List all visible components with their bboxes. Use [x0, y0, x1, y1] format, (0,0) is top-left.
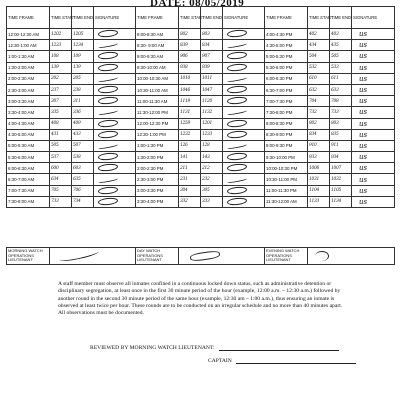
time-start-cell[interactable]: 1010: [179, 73, 201, 84]
time-start-cell[interactable]: 211: [179, 163, 201, 174]
time-frame-cell: 5:30-6:00 AM: [7, 152, 50, 163]
handwritten-signature: us: [359, 74, 368, 83]
time-end-cell[interactable]: 1007: [330, 163, 352, 174]
lieutenant-signoff-table: [6, 247, 395, 265]
col-time-start: TIME START: [308, 7, 330, 29]
col-signature: SIGNATURE: [94, 7, 136, 29]
col-time-frame: TIME FRAME: [265, 7, 308, 29]
time-end-cell[interactable]: 305: [201, 185, 223, 196]
time-end-cell[interactable]: 907: [201, 51, 223, 62]
signature-cell[interactable]: [94, 140, 136, 151]
signature-cell[interactable]: [352, 29, 395, 40]
handwritten-signature: us: [359, 41, 368, 50]
col-time-start: TIME START: [50, 7, 72, 29]
time-end-cell[interactable]: 1132: [201, 107, 223, 118]
time-start-cell[interactable]: 632: [308, 84, 330, 95]
signature-cell[interactable]: [223, 185, 265, 196]
time-end-cell[interactable]: 1233: [201, 129, 223, 140]
time-start-cell[interactable]: 802: [179, 29, 201, 40]
time-end-cell[interactable]: 1011: [201, 73, 223, 84]
col-time-end: TIME END: [72, 7, 94, 29]
time-end-cell[interactable]: 911: [330, 140, 352, 151]
time-start-cell[interactable]: 705: [50, 185, 72, 196]
time-end-cell[interactable]: 433: [72, 129, 94, 140]
handwritten-signature: us: [359, 175, 368, 184]
evening-watch-signature[interactable]: [308, 248, 395, 265]
signature-cell[interactable]: [223, 163, 265, 174]
handwritten-signature: us: [359, 186, 368, 195]
signature-cell[interactable]: [223, 29, 265, 40]
time-start-cell[interactable]: 1006: [308, 163, 330, 174]
time-end-cell[interactable]: 734: [72, 196, 94, 207]
time-frame-cell: 3:00-3:30 PM: [136, 185, 179, 196]
handwritten-signature: [227, 96, 248, 105]
date-label: DATE:: [150, 0, 186, 9]
table-row: [7, 129, 395, 140]
time-start-cell[interactable]: 1119: [179, 96, 201, 107]
signature-cell[interactable]: [223, 196, 265, 207]
time-start-cell[interactable]: 802: [308, 118, 330, 129]
time-frame-cell: 8:30- 9:00 AM: [136, 40, 179, 51]
time-start-cell[interactable]: 141: [179, 152, 201, 163]
signature-cell[interactable]: [94, 196, 136, 207]
time-frame-cell: 1:00-1:30 AM: [7, 51, 50, 62]
time-frame-cell: 3:00-3:30 AM: [7, 96, 50, 107]
time-frame-cell: 12:00-12:30 AM: [7, 29, 50, 40]
time-frame-cell: 1:30-2:00 AM: [7, 62, 50, 73]
time-end-cell[interactable]: 939: [201, 62, 223, 73]
signature-cell[interactable]: [94, 107, 136, 118]
date-value: 08/05/2019: [189, 0, 245, 9]
time-frame-cell: 1:00-1:30 PM: [136, 140, 179, 151]
handwritten-signature: [98, 96, 119, 105]
time-start-cell[interactable]: 1259: [179, 118, 201, 129]
handwritten-signature: us: [359, 97, 368, 106]
signature-cell[interactable]: [94, 62, 136, 73]
signature-cell[interactable]: [352, 152, 395, 163]
signature-cell[interactable]: [352, 40, 395, 51]
handwritten-signature: us: [359, 197, 368, 206]
table-row: [7, 51, 395, 62]
time-frame-cell: 5:30-6:00 PM: [265, 62, 308, 73]
time-end-cell[interactable]: 336: [72, 107, 94, 118]
handwritten-signature: us: [359, 119, 368, 128]
signature-cell[interactable]: [223, 107, 265, 118]
signature-cell[interactable]: [223, 174, 265, 185]
time-start-cell[interactable]: 431: [50, 129, 72, 140]
handwritten-signature: [98, 108, 119, 116]
time-start-cell[interactable]: 126: [179, 140, 201, 151]
day-watch-signature[interactable]: [179, 248, 265, 265]
time-frame-cell: 5:00-5:30 PM: [265, 51, 308, 62]
handwritten-signature: [227, 130, 248, 139]
time-frame-cell: 12:00-12:30 PM: [136, 118, 179, 129]
time-start-cell[interactable]: 933: [308, 152, 330, 163]
signature-cell[interactable]: [94, 96, 136, 107]
signature-cell[interactable]: [94, 84, 136, 95]
signature-cell[interactable]: [94, 174, 136, 185]
handwritten-signature: [98, 51, 119, 60]
signature-cell[interactable]: [223, 140, 265, 151]
time-end-cell[interactable]: 109: [72, 51, 94, 62]
handwritten-signature: us: [359, 108, 368, 117]
time-frame-cell: 10:00-10:30 AM: [136, 73, 179, 84]
handwritten-signature: us: [359, 86, 368, 95]
signature-cell[interactable]: [352, 185, 395, 196]
time-frame-cell: 9:30-10:00 PM: [265, 152, 308, 163]
time-start-cell[interactable]: 1133: [308, 196, 330, 207]
time-end-cell[interactable]: 435: [330, 40, 352, 51]
time-end-cell[interactable]: 803: [201, 29, 223, 40]
time-frame-cell: 8:00-8:30 PM: [265, 118, 308, 129]
table-row: [7, 118, 395, 129]
time-start-cell[interactable]: 1131: [179, 107, 201, 118]
time-frame-cell: 6:00-6:30 PM: [265, 73, 308, 84]
table-row: [7, 96, 395, 107]
time-start-cell[interactable]: 434: [308, 40, 330, 51]
signature-cell[interactable]: [352, 73, 395, 84]
time-end-cell[interactable]: 834: [201, 40, 223, 51]
signature-cell[interactable]: [352, 129, 395, 140]
signature-cell[interactable]: [94, 129, 136, 140]
handwritten-signature: [227, 152, 248, 161]
signature-cell[interactable]: [352, 84, 395, 95]
time-end-cell[interactable]: 212: [201, 163, 223, 174]
table-row: [7, 174, 395, 185]
time-end-cell[interactable]: 635: [72, 174, 94, 185]
handwritten-signature: [98, 29, 119, 38]
time-frame-cell: 9:30-10:00 AM: [136, 62, 179, 73]
time-frame-cell: 3:30-4:00 AM: [7, 107, 50, 118]
time-start-cell[interactable]: 834: [308, 129, 330, 140]
time-start-cell[interactable]: 600: [50, 163, 72, 174]
signature-cell[interactable]: [223, 96, 265, 107]
time-end-cell[interactable]: 633: [330, 84, 352, 95]
time-start-cell[interactable]: 634: [50, 174, 72, 185]
signature-cell[interactable]: [352, 174, 395, 185]
time-frame-cell: 6:00-6:30 AM: [7, 163, 50, 174]
signature-cell[interactable]: [223, 62, 265, 73]
table-row: [7, 29, 395, 40]
time-frame-cell: 10:30-11:00 PM: [265, 174, 308, 185]
time-end-cell[interactable]: 143: [201, 152, 223, 163]
captain-signature-field[interactable]: [236, 363, 356, 364]
time-frame-cell: 9:00-9:30 PM: [265, 140, 308, 151]
handwritten-signature: [98, 130, 119, 139]
signature-cell[interactable]: [94, 163, 136, 174]
time-start-cell[interactable]: 304: [179, 185, 201, 196]
time-end-cell[interactable]: 1047: [201, 84, 223, 95]
signature-cell[interactable]: [352, 51, 395, 62]
time-start-cell[interactable]: 938: [179, 62, 201, 73]
morning-watch-signature[interactable]: [50, 248, 136, 265]
time-frame-cell: 10:00-10:30 PM: [265, 163, 308, 174]
time-start-cell[interactable]: 906: [179, 51, 201, 62]
time-end-cell[interactable]: 1205: [72, 29, 94, 40]
time-start-cell[interactable]: 408: [50, 118, 72, 129]
time-start-cell[interactable]: 504: [308, 51, 330, 62]
time-start-cell[interactable]: 1031: [308, 174, 330, 185]
signature-cell[interactable]: [352, 96, 395, 107]
time-end-cell[interactable]: 538: [72, 152, 94, 163]
day-watch-label: DAY WATCH OPERATIONS LIEUTENANT: [136, 248, 179, 265]
time-start-cell[interactable]: 108: [50, 51, 72, 62]
signature-cell[interactable]: [94, 73, 136, 84]
time-start-cell[interactable]: 202: [50, 73, 72, 84]
rounds-log-table: [6, 6, 395, 208]
time-frame-cell: 8:30-9:00 PM: [265, 129, 308, 140]
time-frame-cell: 10:30-11:00 AM: [136, 84, 179, 95]
time-start-cell[interactable]: 402: [308, 29, 330, 40]
table-row: [7, 107, 395, 118]
handwritten-signature: [98, 85, 119, 94]
table-row: [7, 196, 395, 207]
time-end-cell[interactable]: 1105: [330, 185, 352, 196]
time-end-cell[interactable]: 505: [330, 51, 352, 62]
handwritten-signature: [227, 63, 248, 72]
time-end-cell[interactable]: 1134: [330, 196, 352, 207]
time-frame-cell: 6:30-7:00 AM: [7, 174, 50, 185]
time-end-cell[interactable]: 1234: [72, 40, 94, 51]
signature-cell[interactable]: [94, 40, 136, 51]
time-end-cell[interactable]: 708: [330, 96, 352, 107]
time-end-cell[interactable]: 232: [201, 174, 223, 185]
table-row: [7, 84, 395, 95]
time-frame-cell: 4:30-5:00 AM: [7, 129, 50, 140]
time-frame-cell: 12:30-1:00 AM: [7, 40, 50, 51]
signature-cell[interactable]: [223, 40, 265, 51]
time-frame-cell: 4:00-4:30 AM: [7, 118, 50, 129]
table-row: [7, 152, 395, 163]
table-row: [7, 140, 395, 151]
captain-label: CAPTAIN: [208, 358, 232, 364]
handwritten-signature: [98, 141, 119, 149]
handwritten-signature: [98, 175, 119, 183]
signature-cell[interactable]: [94, 51, 136, 62]
time-end-cell[interactable]: 139: [72, 62, 94, 73]
reviewed-by-label: REVIEWED BY MORNING WATCH LIEUTENANT:: [90, 345, 215, 351]
time-start-cell[interactable]: 733: [50, 196, 72, 207]
time-start-cell[interactable]: 335: [50, 107, 72, 118]
handwritten-signature: [227, 141, 248, 149]
time-start-cell[interactable]: 307: [50, 96, 72, 107]
handwritten-signature: [315, 251, 329, 261]
handwritten-signature: [227, 41, 248, 49]
time-end-cell[interactable]: 533: [330, 62, 352, 73]
time-start-cell[interactable]: 332: [179, 196, 201, 207]
time-frame-cell: 2:00-2:30 AM: [7, 73, 50, 84]
table-row: [7, 40, 395, 51]
time-frame-cell: 5:00-5:30 AM: [7, 140, 50, 151]
time-frame-cell: 3:30-4:00 PM: [136, 196, 179, 207]
time-end-cell[interactable]: 1120: [201, 96, 223, 107]
time-frame-cell: 4:00-4:30 PM: [265, 29, 308, 40]
table-row: [7, 185, 395, 196]
table-header-row: [7, 7, 395, 29]
handwritten-signature: [98, 74, 119, 82]
time-frame-cell: 8:00-8:30 AM: [136, 29, 179, 40]
time-start-cell[interactable]: 231: [179, 174, 201, 185]
time-frame-cell: 1:30-2:00 PM: [136, 152, 179, 163]
time-start-cell[interactable]: 1046: [179, 84, 201, 95]
signature-cell[interactable]: [352, 140, 395, 151]
time-start-cell[interactable]: 910: [308, 140, 330, 151]
time-frame-cell: 12:30-1:00 PM: [136, 129, 179, 140]
time-end-cell[interactable]: 611: [330, 73, 352, 84]
signature-cell[interactable]: [352, 118, 395, 129]
handwritten-signature: [59, 248, 100, 263]
time-frame-cell: 4:30-5:00 PM: [265, 40, 308, 51]
time-end-cell[interactable]: 733: [330, 107, 352, 118]
time-frame-cell: 11:00-11:30 AM: [136, 96, 179, 107]
observation-policy-notice: A staff member must observe all inmates confined in a continuous locked down status, such as administrative detention or disciplinary segregation, at least once in the first 30 minute period of the hour (example, 12:00 a.m. – 12:30 a.m.) followed by another round in the second 30 minute period of the same hour (example, 12:30 am – 1:00 a.m.), thus ensuring an inmate is observed at least twice per hour. These rounds are to be conducted on an irregular schedule and no more than 40 minutes apart. All observations must be documented.: [58, 281, 343, 317]
signature-cell[interactable]: [352, 163, 395, 174]
col-time-frame: TIME FRAME: [7, 7, 50, 29]
handwritten-signature: us: [359, 164, 368, 173]
time-frame-cell: 2:30-3:00 AM: [7, 84, 50, 95]
time-start-cell[interactable]: 237: [50, 84, 72, 95]
handwritten-signature: [227, 29, 248, 38]
handwritten-signature: [227, 108, 248, 116]
signature-cell[interactable]: [223, 118, 265, 129]
handwritten-signature: [98, 119, 119, 128]
time-frame-cell: 7:00-7:30 AM: [7, 185, 50, 196]
captain-line: [208, 358, 356, 364]
col-signature: SIGNATURE: [223, 7, 265, 29]
handwritten-signature: [98, 186, 119, 195]
time-end-cell[interactable]: 1201: [201, 118, 223, 129]
signature-cell[interactable]: [223, 84, 265, 95]
time-end-cell[interactable]: 934: [330, 152, 352, 163]
handwritten-signature: us: [359, 52, 368, 61]
reviewed-by-signature-field[interactable]: [219, 350, 339, 351]
signature-cell[interactable]: [352, 196, 395, 207]
handwritten-signature: [227, 51, 248, 60]
time-start-cell[interactable]: 1233: [50, 40, 72, 51]
time-end-cell[interactable]: 128: [201, 140, 223, 151]
time-frame-cell: 2:00-2:30 PM: [136, 163, 179, 174]
signature-cell[interactable]: [223, 73, 265, 84]
time-end-cell[interactable]: 311: [72, 96, 94, 107]
time-end-cell[interactable]: 1032: [330, 174, 352, 185]
time-start-cell[interactable]: 732: [308, 107, 330, 118]
signature-cell[interactable]: [223, 129, 265, 140]
handwritten-signature: [227, 119, 248, 128]
table-row: [7, 163, 395, 174]
signature-cell[interactable]: [94, 29, 136, 40]
handwritten-signature: us: [359, 130, 368, 139]
time-start-cell[interactable]: 1202: [50, 29, 72, 40]
time-frame-cell: 7:30-8:00 PM: [265, 107, 308, 118]
time-end-cell[interactable]: 803: [330, 118, 352, 129]
time-end-cell[interactable]: 835: [330, 129, 352, 140]
time-end-cell[interactable]: 706: [72, 185, 94, 196]
time-start-cell[interactable]: 704: [308, 96, 330, 107]
time-end-cell[interactable]: 403: [330, 29, 352, 40]
handwritten-signature: us: [359, 141, 368, 150]
col-time-end: TIME END: [330, 7, 352, 29]
time-frame-cell: 9:00-9:30 AM: [136, 51, 179, 62]
time-end-cell[interactable]: 333: [201, 196, 223, 207]
handwritten-signature: [227, 85, 248, 94]
signature-cell[interactable]: [352, 62, 395, 73]
handwritten-signature: us: [359, 63, 368, 72]
evening-watch-label: EVENING WATCH OPERATIONS LIEUTENANT: [265, 248, 308, 265]
table-row: [7, 73, 395, 84]
signature-cell[interactable]: [94, 152, 136, 163]
handwritten-signature: [98, 152, 119, 161]
reviewed-by-line: [90, 345, 339, 351]
col-time-frame: TIME FRAME: [136, 7, 179, 29]
signature-cell[interactable]: [352, 107, 395, 118]
time-frame-cell: 11:30-12:00 PM: [136, 107, 179, 118]
handwritten-signature: [227, 186, 248, 195]
time-start-cell[interactable]: 839: [179, 40, 201, 51]
col-time-start: TIME START: [179, 7, 201, 29]
handwritten-signature: us: [359, 30, 368, 39]
time-start-cell[interactable]: 1232: [179, 129, 201, 140]
handwritten-signature: us: [359, 153, 368, 162]
handwritten-signature: [227, 197, 248, 206]
morning-watch-label: MORNING WATCH OPERATIONS LIEUTENANT: [7, 248, 50, 265]
time-start-cell[interactable]: 505: [50, 140, 72, 151]
time-start-cell[interactable]: 1104: [308, 185, 330, 196]
col-signature: SIGNATURE: [352, 7, 395, 29]
time-start-cell[interactable]: 532: [308, 62, 330, 73]
time-start-cell[interactable]: 139: [50, 62, 72, 73]
time-frame-cell: 6:30-7:00 PM: [265, 84, 308, 95]
handwritten-signature: [98, 41, 119, 49]
time-end-cell[interactable]: 603: [72, 163, 94, 174]
signature-cell[interactable]: [94, 118, 136, 129]
handwritten-signature: [227, 163, 248, 172]
time-end-cell[interactable]: 507: [72, 140, 94, 151]
handwritten-signature: [98, 163, 119, 172]
time-frame-cell: 7:00-7:30 PM: [265, 96, 308, 107]
time-frame-cell: 7:30-8:00 AM: [7, 196, 50, 207]
time-frame-cell: 2:30-3:00 PM: [136, 174, 179, 185]
signature-cell[interactable]: [94, 185, 136, 196]
signature-cell[interactable]: [223, 152, 265, 163]
time-frame-cell: 11:30-12:00 AM: [265, 196, 308, 207]
time-end-cell[interactable]: 409: [72, 118, 94, 129]
time-frame-cell: 11:00-11:30 PM: [265, 185, 308, 196]
time-end-cell[interactable]: 238: [72, 84, 94, 95]
time-start-cell[interactable]: 610: [308, 73, 330, 84]
handwritten-signature: [98, 197, 119, 206]
handwritten-signature: [190, 249, 221, 261]
table-row: [7, 62, 395, 73]
time-end-cell[interactable]: 205: [72, 73, 94, 84]
signature-cell[interactable]: [223, 51, 265, 62]
col-time-end: TIME END: [201, 7, 223, 29]
handwritten-signature: [98, 63, 119, 72]
time-start-cell[interactable]: 537: [50, 152, 72, 163]
handwritten-signature: [227, 74, 248, 82]
handwritten-signature: [227, 175, 248, 183]
